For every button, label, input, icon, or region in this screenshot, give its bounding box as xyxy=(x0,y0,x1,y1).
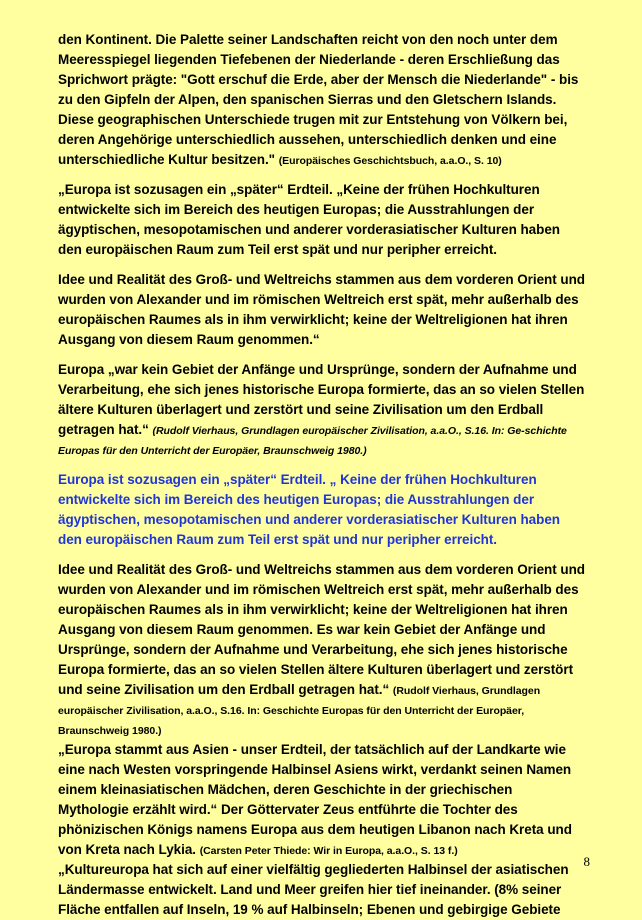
paragraph-text: Europa ist sozusagen ein „später“ Erdteil. „ Keine der frühen Hochkulturen entwickelte sich im Bereich des heutigen Europas; die Ausstrahlungen der ägyptischen, mesopotamischen und anderer vorderasiatischer Kulturen haben den europäischen Raum zum Teil erst spät und nur peripher erreicht. xyxy=(58,472,560,547)
document-page xyxy=(58,30,586,920)
paragraph-text: „Europa stammt aus Asien - unser Erdteil, der tatsächlich auf der Landkarte wie eine nach Westen vorspringende Halbinsel Asiens wirkt, verdankt seinen Namen einem kleinasiatischen Mädchen, deren Geschichte in der griechischen Mythologie erzählt wird.“ Der Göttervater Zeus entführte die Tochter des phönizischen Königs namens Europa aus dem heutigen Libanon nach Kreta und von Kreta nach Lykia. xyxy=(58,742,572,857)
paragraph-reception xyxy=(58,360,586,460)
paragraph-text: Idee und Realität des Groß- und Weltreichs stammen aus dem vorderen Orient und wurden von Alexander und im römischen Weltreich erst spät, mehr außerhalb des europäischen Raumes als in ihm verwirklicht; keine der Weltreligionen hat ihren Ausgang von diesem Raum genommen.“ xyxy=(58,272,585,347)
paragraph-late-continent-blue xyxy=(58,470,586,550)
citation: (Rudolf Vierhaus, Grundlagen europäischer Zivilisation, a.a.O., S.16. In: Geschichte Europas für den Unterricht der Europäer, Braunschweig 1980.) xyxy=(58,685,541,737)
citation: (Europäisches Geschichtsbuch, a.a.O., S. 10) xyxy=(278,155,502,167)
paragraph-text: „Europa ist sozusagen ein „später“ Erdteil. „Keine der frühen Hochkulturen entwickelte sich im Bereich des heutigen Europas; die Ausstrahlungen der ägyptischen, mesopotamischen und anderer vorderasiatischer Kulturen haben den europäischen Raum zum Teil erst spät und nur peripher erreicht. xyxy=(58,182,560,257)
page-number: 8 xyxy=(583,854,590,869)
paragraph-text: den Kontinent. Die Palette seiner Landschaften reicht von den noch unter dem Meeresspiegel liegenden Tiefebenen der Niederlande - deren Erschließung das Sprichwort prägte: "Gott erschuf die Erde, aber der Mensch die Niederlande" - bis zu den Gipfeln der Alpen, den spanischen Sierras und den Gletschern Islands. Diese geographischen Unterschiede trugen mit zur Entstehung von Völkern bei, deren Angehörige unterschiedlich aussehen, unterschiedlich denken und eine unterschiedliche Kultur besitzen." xyxy=(58,32,579,167)
paragraph-cultural-europe xyxy=(58,860,586,920)
citation: (Rudolf Vierhaus, Grundlagen europäischer Zivilisation, a.a.O., S.16. In: Ge-schichte Europas für den Unterricht der Europäer, Braunschweig 1980.) xyxy=(58,425,567,457)
paragraph-world-empire xyxy=(58,270,586,350)
paragraph-geography xyxy=(58,30,586,170)
paragraph-text: Europa „war kein Gebiet der Anfänge und Ursprünge, sondern der Aufnahme und Verarbeitung, ehe sich jenes historische Europa formierte, das an so vielen Stellen ältere Kulturen überlagert und zerstört und seine Zivilisation um den Erdball getragen hat.“ xyxy=(58,362,585,437)
paragraph-text: „Kultureuropa hat sich auf einer vielfältig gegliederten Halbinsel der asiatischen Ländermasse entwickelt. Land und Meer greifen hier tief ineinander. (8% seiner Fläche entfallen auf Inseln, 19 % auf Halbinseln; Ebenen und gebirgige Gebiete xyxy=(58,862,569,917)
paragraph-text: Idee und Realität des Groß- und Weltreichs stammen aus dem vorderen Orient und wurden von Alexander und im römischen Weltreich erst spät, mehr außerhalb des europäischen Raumes als in ihm verwirklicht; keine der Weltreligionen hat ihren Ausgang von diesem Raum genommen. Es war kein Gebiet der Anfänge und Ursprünge, sondern der Aufnahme und Verarbeitung, ehe sich jenes historische Europa formierte, das an so vielen Stellen ältere Kulturen überlagert und zerstört und seine Zivilisation um den Erdball getragen hat.“ xyxy=(58,562,585,697)
paragraph-world-empire-extended xyxy=(58,560,586,740)
citation: (Carsten Peter Thiede: Wir in Europa, a.a.O., S. 13 f.) xyxy=(199,845,458,857)
paragraph-europa-myth xyxy=(58,740,586,860)
paragraph-late-continent xyxy=(58,180,586,260)
